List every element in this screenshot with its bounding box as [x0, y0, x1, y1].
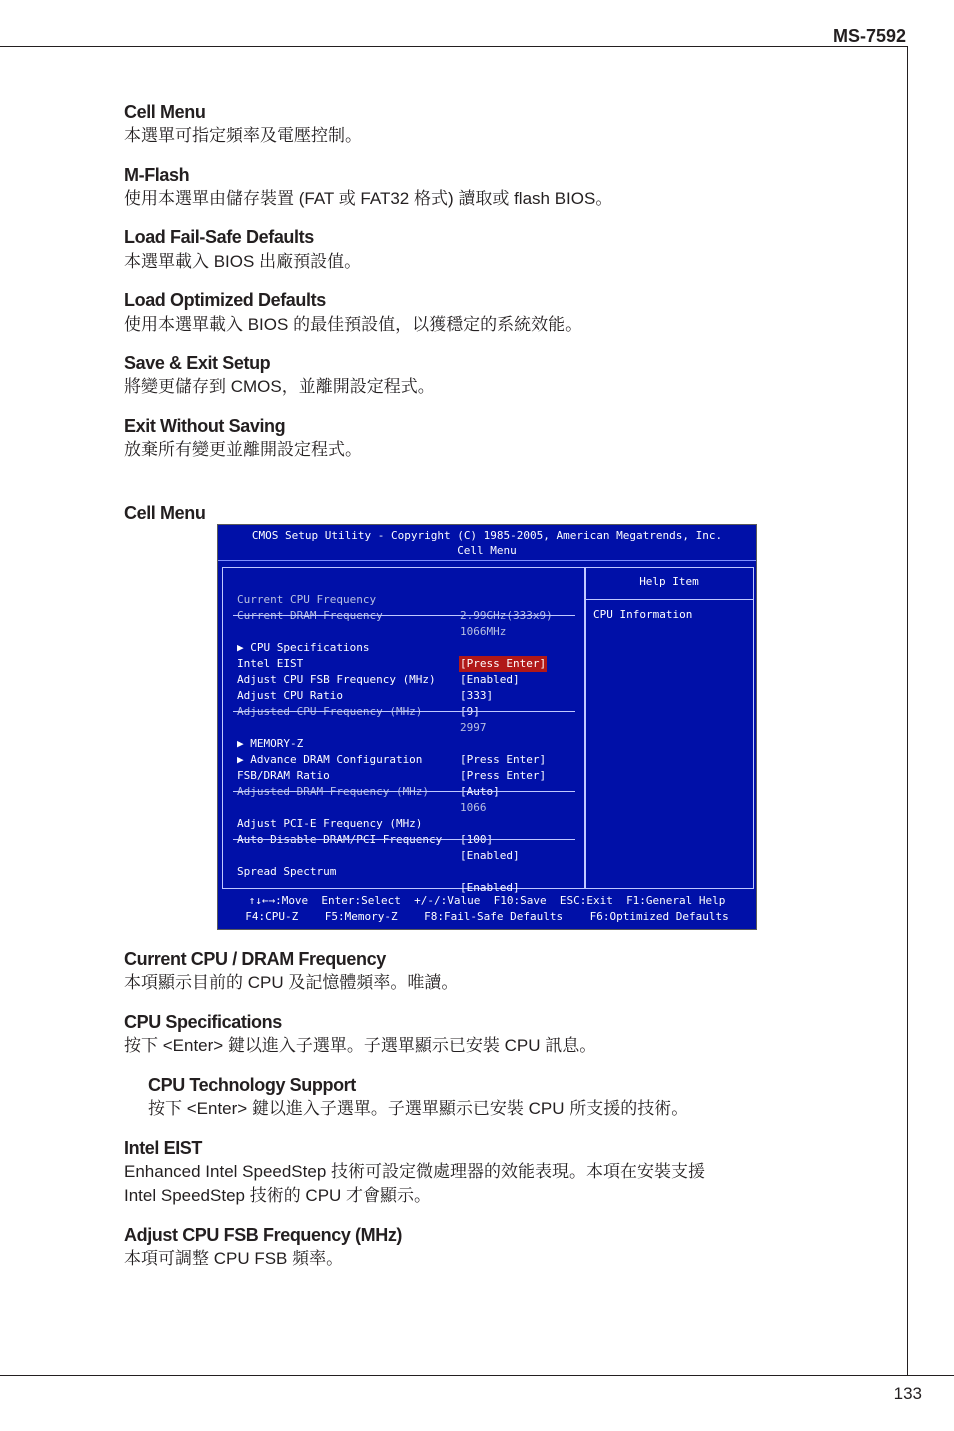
- section-desc: 本項顯示目前的 CPU 及記憶體頻率。唯讀。: [124, 973, 459, 992]
- bios-row-value[interactable]: [Enabled]: [460, 849, 520, 862]
- bios-row-label: Adjusted DRAM Frequency (MHz): [237, 785, 430, 798]
- section-desc: Intel SpeedStep 技術的 CPU 才會顯示。: [124, 1186, 432, 1205]
- bios-row-value[interactable]: [100]: [460, 833, 494, 846]
- bios-row-value[interactable]: [Press Enter]: [460, 753, 547, 766]
- model-label: MS-7592: [832, 26, 906, 46]
- group-divider: [233, 791, 575, 792]
- help-divider: [585, 599, 753, 600]
- bios-row-label: ▶ MEMORY-Z: [237, 737, 304, 750]
- section-desc: 按下 <Enter> 鍵以進入子選單。子選單顯示已安裝 CPU 所支援的技術。: [148, 1099, 689, 1118]
- bios-row-value[interactable]: [333]: [460, 689, 494, 702]
- section-title: Current CPU / DRAM Frequency: [124, 949, 386, 969]
- bios-row-value[interactable]: [Enabled]: [460, 881, 520, 894]
- bios-row-value: 1066MHz: [460, 625, 507, 638]
- bios-row-label: Adjust CPU FSB Frequency (MHz): [237, 673, 436, 686]
- group-divider: [233, 839, 575, 840]
- bios-row-label: Adjust CPU Ratio: [237, 689, 343, 702]
- key-legend-line: ↑↓←→:Move Enter:Select +/-/:Value F10:Save ESC:Exit F1:General Help: [248, 894, 726, 907]
- section-title: Load Fail-Safe Defaults: [124, 227, 314, 247]
- bios-row-value[interactable]: [9]: [460, 705, 480, 718]
- bios-row-value: 2997: [460, 721, 487, 734]
- top-rule: [0, 46, 908, 47]
- bios-row-value[interactable]: [Auto]: [460, 785, 500, 798]
- bios-row-value[interactable]: [Press Enter]: [460, 769, 547, 782]
- bios-row-label: Spread Spectrum: [237, 865, 337, 878]
- key-legend-line: F4:CPU-Z F5:Memory-Z F8:Fail-Safe Defaults F6:Optimized Defaults: [245, 910, 729, 923]
- bios-row: [237, 688, 577, 734]
- bios-row-label: Auto Disable DRAM/PCI Frequency: [237, 833, 443, 846]
- bios-row-spread-spectrum[interactable]: [237, 848, 577, 894]
- group-divider: [233, 615, 575, 616]
- section-title: Save & Exit Setup: [124, 353, 271, 373]
- bios-row-value-selected[interactable]: [Press Enter]: [460, 657, 547, 670]
- section-desc: Enhanced Intel SpeedStep 技術可設定微處理器的效能表現。本項在安裝支援: [124, 1162, 705, 1181]
- bios-header-separator: [218, 560, 756, 561]
- screenshot-caption: Cell Menu: [124, 503, 206, 523]
- section-desc: 本選單載入 BIOS 出廠預設值。: [124, 252, 362, 271]
- bios-row-label: Current CPU Frequency: [237, 593, 377, 606]
- section-title: CPU Specifications: [124, 1012, 282, 1032]
- group-divider: [233, 711, 575, 712]
- bios-row-label: Adjusted CPU Frequency (MHz): [237, 705, 423, 718]
- page-number: 133: [893, 1384, 922, 1403]
- section-desc: 放棄所有變更並離開設定程式。: [124, 440, 362, 459]
- section-desc: 本選單可指定頻率及電壓控制。: [124, 126, 362, 145]
- bios-menu-title: Cell Menu: [457, 544, 517, 557]
- bios-row-value[interactable]: [Enabled]: [460, 673, 520, 686]
- bios-row-label: FSB/DRAM Ratio: [237, 769, 330, 782]
- section-title: Load Optimized Defaults: [124, 290, 326, 310]
- right-rule: [907, 46, 908, 1376]
- section-desc: 使用本選單由儲存裝置 (FAT 或 FAT32 格式) 讀取或 flash BIOS。: [124, 189, 613, 208]
- bios-header: [218, 528, 756, 558]
- bios-title: CMOS Setup Utility - Copyright (C) 1985-2005, American Megatrends, Inc.: [251, 529, 723, 542]
- bottom-rule: [0, 1375, 954, 1376]
- section-title: Intel EIST: [124, 1138, 203, 1158]
- section-title: CPU Technology Support: [148, 1075, 356, 1095]
- bios-row-value: 2.99GHz(333x9): [460, 609, 553, 622]
- bios-screen: [217, 524, 757, 930]
- bios-row-label: ▶ CPU Specifications: [237, 641, 370, 654]
- help-text: CPU Information: [593, 608, 693, 621]
- bios-settings-panel: [222, 567, 586, 894]
- section-title: Cell Menu: [124, 102, 206, 122]
- section-desc: 按下 <Enter> 鍵以進入子選單。子選單顯示已安裝 CPU 訊息。: [124, 1036, 597, 1055]
- section-title: Adjust CPU FSB Frequency (MHz): [124, 1225, 403, 1245]
- bios-row-label: Intel EIST: [237, 657, 304, 670]
- section-desc: 將變更儲存到 CMOS，並離開設定程式。: [124, 377, 435, 396]
- section-desc: 使用本選單載入 BIOS 的最佳預設值，以獲穩定的系統效能。: [124, 315, 583, 334]
- help-panel: [584, 567, 754, 889]
- bios-key-legend: [218, 893, 756, 925]
- bios-row-label: ▶ Advance DRAM Configuration: [237, 753, 423, 766]
- bios-row-label: Adjust PCI-E Frequency (MHz): [237, 817, 423, 830]
- bios-row-label: Current DRAM Frequency: [237, 609, 383, 622]
- section-title: Exit Without Saving: [124, 416, 286, 436]
- section-title: M-Flash: [124, 165, 190, 185]
- bios-row-value: 1066: [460, 801, 487, 814]
- help-title: Help Item: [639, 575, 699, 588]
- section-desc: 本項可調整 CPU FSB 頻率。: [124, 1249, 344, 1268]
